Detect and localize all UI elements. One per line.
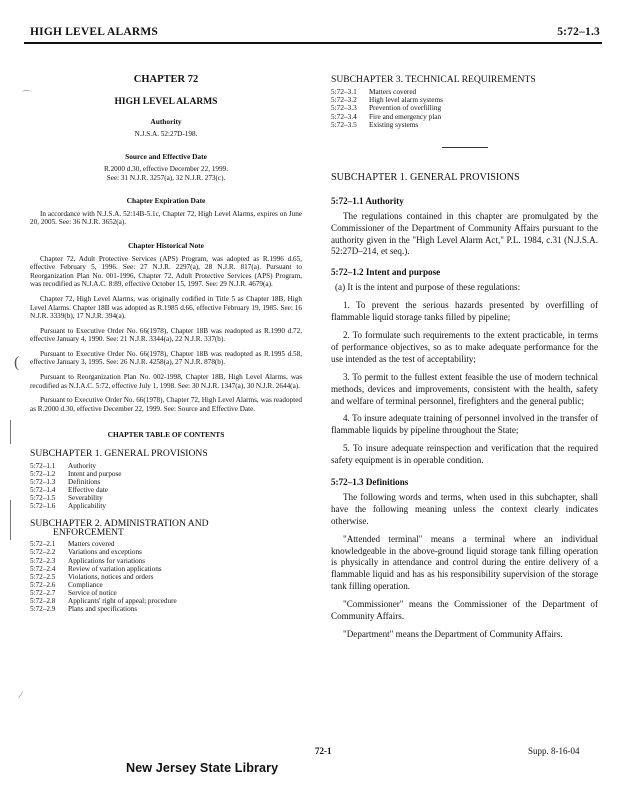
margin-mark-icon: ⌒ xyxy=(22,90,32,100)
toc-item[interactable]: 5:72–2.9 Plans and specifications xyxy=(30,605,138,614)
section-1-1-heading: 5:72–1.1 Authority xyxy=(331,195,404,206)
purpose-item: 2. To formulate such requirements to the extent practicable, in terms of performance objectives, so as to make adequate performance for the use intended as the test of acceptability; xyxy=(331,329,598,364)
historical-paragraph: Pursuant to Executive Order No. 66(1978), Chapter 18B was readopted as R.1990 d.72, effective January 4, 1990. See: 21 N.J.R. 3344(a), 22 N.J.R. 337(b). xyxy=(30,326,302,344)
definition: "Department" means the Department of Community Affairs. xyxy=(343,629,563,640)
purpose-item: 3. To permit to the fullest extent feasible the use of modern technical methods, devices and improvements, consistent with the health, safety and welfare of terminal personnel, firefighters and the general public; xyxy=(331,371,598,406)
chapter-number: CHAPTER 72 xyxy=(133,74,199,85)
toc-item[interactable]: 5:72–1.1 Authority xyxy=(30,461,96,470)
section-1-3-heading: 5:72–1.3 Definitions xyxy=(331,477,409,488)
margin-bracket-icon: ( xyxy=(14,354,20,371)
section-1-2-heading: 5:72–1.2 Intent and purpose xyxy=(331,267,441,278)
page-number: 72-1 xyxy=(315,746,332,756)
right-column xyxy=(331,54,598,641)
definition: "Commissioner" means the Commissioner of the Department of Community Affairs. xyxy=(331,599,598,622)
margin-line xyxy=(10,420,11,444)
historical-paragraph: Pursuant to Executive Order No. 66(1978), Chapter 18B was readopted as R.1995 d.58, effective January 3, 1995. See: 26 N.J.R. 4258(a), 27 N.J.R. 878(b). xyxy=(30,349,302,367)
toc-subchapter-3-list xyxy=(331,88,598,129)
authority-text: N.J.S.A. 52:27D-198. xyxy=(134,129,198,138)
toc-subchapter-1-list xyxy=(30,462,302,511)
running-header xyxy=(24,26,602,44)
toc-item[interactable]: 5:72–3.4 Fire and emergency plan xyxy=(331,111,442,121)
purpose-item: 4. To insure adequate training of personnel involved in the transfer of flammable liquids by pipeline throughout the State; xyxy=(331,413,598,436)
historical-paragraph: Pursuant to Reorganization Plan No. 002-1998, Chapter 18B, High Level Alarms, was recodified as N.J.A.C. 5:72, effective July 1, 1998. See: 30 N.J.R. 1347(a), 30 N.J.R. 2644(a). xyxy=(30,373,302,390)
subchapter-1-heading: SUBCHAPTER 1. GENERAL PROVISIONS xyxy=(331,171,520,183)
historical-heading: Chapter Historical Note xyxy=(128,240,204,250)
toc-item[interactable]: 5:72–1.6 Applicability xyxy=(30,502,106,511)
section-1-1-text: The regulations contained in this chapter are promulgated by the Commissioner of the Department of Community Affairs pursuant to the authority given in the "High Level Alarm Act," P.L. 1984, c.31 (N.J.S.A. 52:27D–214, et seq.). xyxy=(331,210,598,257)
margin-line xyxy=(10,500,11,540)
toc-item[interactable]: 5:72–2.3 Applications for variations xyxy=(30,556,146,565)
toc-subchapter-2-cont: ENFORCEMENT xyxy=(53,526,124,538)
toc-item[interactable]: 5:72–1.4 Effective date xyxy=(30,485,108,494)
historical-paragraph: Chapter 72, High Level Alarms, was originally codified in Title 5 as Chapter 18B, High Level Alarms. Chapter 18B was adopted as R.1985 d.66, effective February 19, 1985. See: 16 N.J.R. 3339(b), 17 N.J.R. 394(a). xyxy=(30,294,302,321)
toc-subchapter-1: SUBCHAPTER 1. GENERAL PROVISIONS xyxy=(30,448,208,460)
toc-item[interactable]: 5:72–2.8 Applicants' right of appeal; procedure xyxy=(30,597,177,606)
toc-item[interactable]: 5:72–2.2 Variations and exceptions xyxy=(30,548,142,557)
purpose-item: 5. To insure adequate reinspection and verification that the required safety equipment is in operable condition. xyxy=(331,443,598,466)
toc-item[interactable]: 5:72–3.3 Prevention of overfilling xyxy=(331,103,442,113)
supplement-date: Supp. 8-16-04 xyxy=(528,746,580,756)
historical-paragraph: Pursuant to Executive Order No. 66(1978), Chapter 72, High Level Alarms, was readopted as R.2000 d.30, effective December 22, 1999. See: Source and Effective Date. xyxy=(30,396,302,413)
toc-subchapter-3: SUBCHAPTER 3. TECHNICAL REQUIREMENTS xyxy=(331,74,536,85)
toc-item[interactable]: 5:72–2.7 Service of notice xyxy=(30,588,117,597)
toc-item[interactable]: 5:72–2.1 Matters covered xyxy=(30,540,115,549)
source-line-2: See: 31 N.J.R. 3257(a), 32 N.J.R. 273(c). xyxy=(106,173,226,182)
toc-subchapter-2-list xyxy=(30,540,302,613)
toc-heading: CHAPTER TABLE OF CONTENTS xyxy=(107,430,225,440)
section-1-3-intro: The following words and terms, when used in this subchapter, shall have the following meaning unless the context clearly indicates otherwise. xyxy=(331,491,598,526)
purpose-item: 1. To prevent the serious hazards presented by overfilling of flammable liquid storage tanks filled by pipeline; xyxy=(331,300,598,323)
toc-item[interactable]: 5:72–1.3 Definitions xyxy=(30,477,101,486)
header-title: HIGH LEVEL ALARMS xyxy=(30,26,159,38)
toc-item[interactable]: 5:72–1.5 Severability xyxy=(30,494,103,502)
chapter-name: HIGH LEVEL ALARMS xyxy=(114,96,218,107)
toc-item[interactable]: 5:72–3.1 Matters covered xyxy=(331,86,417,96)
expiration-text: In accordance with N.J.S.A. 52:14B-5.1c, Chapter 72, High Level Alarms, expires on June 20, 2005. See: 36 N.J.R. 3652(a). xyxy=(30,209,302,227)
expiration-heading: Chapter Expiration Date xyxy=(126,196,206,206)
source-heading: Source and Effective Date xyxy=(125,152,207,162)
section-1-2-intro: (a) It is the intent and purpose of these regulations: xyxy=(335,282,521,293)
header-section: 5:72–1.3 xyxy=(557,26,600,38)
authority-heading: Authority xyxy=(150,117,182,127)
margin-mark-icon: ⁄ xyxy=(20,690,22,700)
toc-item[interactable]: 5:72–2.5 Violations, notices and orders xyxy=(30,572,154,581)
definition: "Attended terminal" means a terminal where an individual knowledgeable in the above-ground liquid storage tank filling operation is physically in attendance and control during the entire delivery of a flammable liquid and has as his responsibility supervision of the storage tank filling operation. xyxy=(331,533,598,592)
toc-item[interactable]: 5:72–3.5 Existing systems xyxy=(331,119,419,129)
toc-item[interactable]: 5:72–1.2 Intent and purpose xyxy=(30,469,122,478)
toc-item[interactable]: 5:72–2.6 Compliance xyxy=(30,580,103,589)
toc-subchapter-2: SUBCHAPTER 2. ADMINISTRATION AND xyxy=(30,518,209,530)
library-stamp: New Jersey State Library xyxy=(126,760,279,776)
toc-item[interactable]: 5:72–3.2 High level alarm systems xyxy=(331,95,443,105)
source-line-1: R.2000 d.30, effective December 22, 1999. xyxy=(103,164,229,173)
section-divider xyxy=(442,147,488,148)
historical-notes xyxy=(30,255,302,414)
left-column xyxy=(30,54,302,613)
historical-paragraph: Chapter 72, Adult Protective Services (APS) Program, was adopted as R.1996 d.65, effective February 5, 1996. See: 27 N.J.R. 2297(a), 28 N.J.R. 817(a). Pursuant to Reorganization Plan No. 001-1996, Chapter 72, Adult Protective Services (APS) Program, was recodified as N.J.A.C. 8:89, effective October 15, 1997. See: 29 N.J.R. 4679(a). xyxy=(30,254,302,289)
toc-item[interactable]: 5:72–2.4 Review of variation applications xyxy=(30,564,162,573)
